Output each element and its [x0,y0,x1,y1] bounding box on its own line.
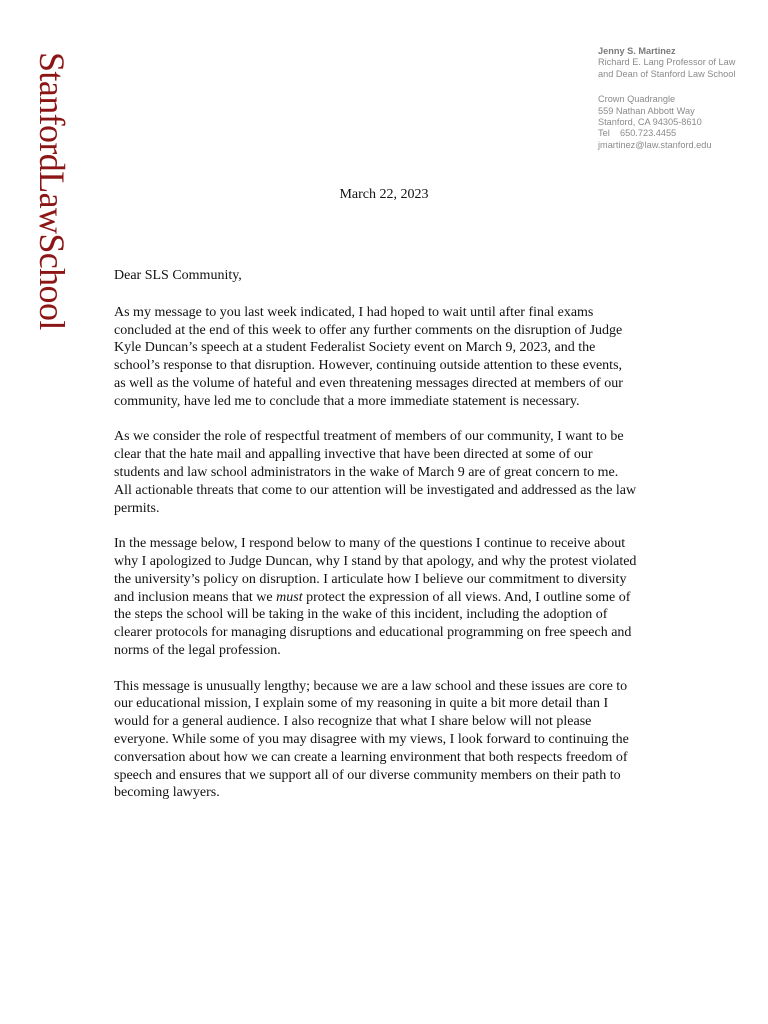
paragraph-line: everyone. While some of you may disagree with my views, I look forward to continuing the [114,731,629,747]
paragraph-line: speech and ensures that we support all of our diverse community members on their path to [114,767,621,783]
letter-date: March 22, 2023 [339,187,429,202]
paragraph-1 [114,304,680,411]
logo-word-law: Law [32,171,72,234]
paragraph-line: as well as the volume of hateful and even threatening messages directed at members of our [114,375,623,391]
logo-word-stanford: Stanford [32,52,72,172]
emphasized-word: must [276,589,303,605]
paragraph-line: As my message to you last week indicated, I had hoped to wait until after final exams [114,304,594,320]
paragraph-line: our educational mission, I explain some of my reasoning in quite a bit more detail than I [114,696,609,712]
address-line-1: Crown Quadrangle [598,94,676,105]
paragraph-line: This message is unusually lengthy; because we are a law school and these issues are core to [114,678,628,694]
paragraph-line: community, have led me to conclude that a more immediate statement is necessary. [114,393,580,409]
paragraph-line: the university’s policy on disruption. I articulate how I believe our commitment to diversity [114,571,627,587]
paragraph-line: As we consider the role of respectful treatment of members of our community, I want to be [114,429,624,445]
sender-title-line-1: Richard E. Lang Professor of Law [598,57,736,68]
paragraph-line: norms of the legal profession. [114,642,281,658]
paragraph-line: the steps the school will be taking in the wake of this incident, including the adoption of [114,607,608,623]
paragraph-line: Kyle Duncan’s speech at a student Federalist Society event on March 9, 2023, and the [114,340,596,356]
paragraph-line: permits. [114,500,160,516]
telephone-line [598,128,758,139]
paragraph-line: why I apologized to Judge Duncan, why I stand by that apology, and why the protest violated [114,553,637,569]
paragraph-3 [114,535,680,660]
paragraph-line-emphasis [114,589,680,607]
sender-name: Jenny S. Martinez [598,46,676,56]
sender-title-line-2: and Dean of Stanford Law School [598,68,736,79]
paragraph-line: conversation about how we can create a learning environment that both respects freedom of [114,749,628,765]
letter-body [114,267,680,820]
letterhead-contact-block [598,46,758,151]
address-line-3: Stanford, CA 94305-8610 [598,117,702,128]
paragraph-line: In the message below, I respond below to many of the questions I continue to receive about [114,536,626,552]
paragraph-4 [114,678,680,803]
logo-word-school: School [32,233,72,330]
paragraph-line: would for a general audience. I also recognize that what I share below will not please [114,714,592,730]
paragraph-line: becoming lawyers. [114,785,220,801]
paragraph-line: All actionable threats that come to our attention will be investigated and addressed as the law [114,482,637,498]
paragraph-line: clear that the hate mail and appalling invective that have been directed at some of our [114,447,593,463]
paragraph-line: concluded at the end of this week to offer any further comments on the disruption of Judge [114,322,623,338]
salutation: Dear SLS Community, [114,268,242,283]
telephone-label: Tel [598,128,610,139]
paragraph-line: school’s response to that disruption. However, continuing outside attention to these events, [114,358,623,374]
emphasis-post: protect the expression of all views. And, I outline some of [302,589,631,605]
emphasis-pre: and inclusion means that we [114,589,277,605]
address-line-2: 559 Nathan Abbott Way [598,105,695,116]
telephone-number: 650.723.4455 [619,128,677,139]
paragraph-line: students and law school administrators in the wake of March 9 are of great concern to me. [114,464,619,480]
paragraph-line: clearer protocols for managing disruptions and educational programming on free speech and [114,625,632,641]
paragraph-2 [114,428,680,517]
email-address: jmartinez@law.stanford.edu [598,139,712,150]
